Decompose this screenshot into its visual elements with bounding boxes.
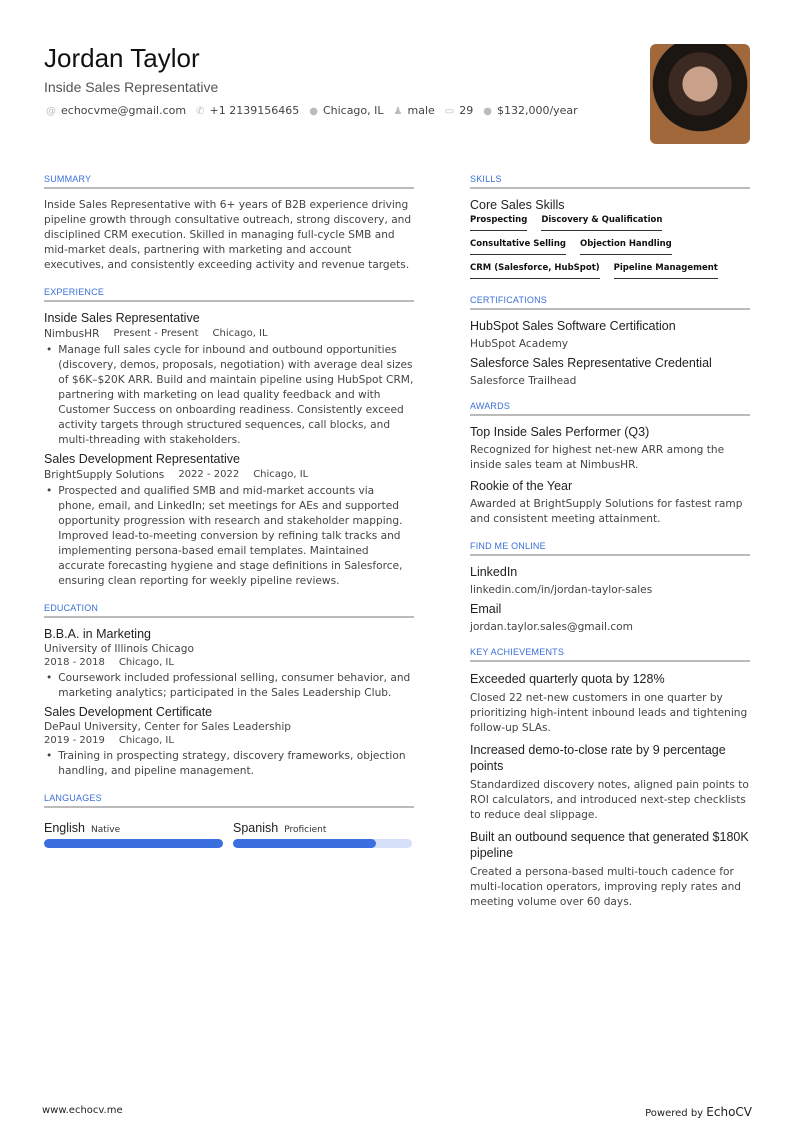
calendar-icon: ▭: [444, 106, 455, 117]
experience-item: [44, 311, 414, 448]
awards-section: [470, 401, 750, 527]
achievement-text: Created a persona-based multi-touch cadence for multi-location operators, improving reply rates and meeting volume over 60 days.: [470, 866, 742, 908]
school: University of Illinois Chicago: [44, 643, 194, 655]
money-icon: ●: [483, 106, 492, 117]
section-heading: EXPERIENCE: [44, 287, 414, 302]
online-link[interactable]: jordan.taylor.sales@gmail.com: [470, 621, 633, 633]
right-column: [470, 174, 750, 924]
candidate-title: Inside Sales Representative: [44, 79, 219, 95]
certifications-section: [470, 295, 750, 387]
section-heading: CERTIFICATIONS: [470, 295, 750, 310]
achievement-text: Standardized discovery notes, aligned pain points to ROI calculators, and introduced next-step checklists to reduce deal slippage.: [470, 779, 749, 821]
skill-group-title: Core Sales Skills: [470, 198, 565, 212]
skill-tag: Consultative Selling: [470, 239, 566, 255]
edu-meta: [44, 735, 414, 746]
achievement-text: Closed 22 net-new customers in one quarter by prioritizing high-intent inbound leads and tightening follow-up SLAs.: [470, 692, 748, 734]
contact-item: [46, 104, 186, 117]
job-role: Sales Development Representative: [44, 452, 240, 466]
bullet: [44, 671, 414, 701]
language-item: [44, 817, 223, 848]
award-name: Top Inside Sales Performer (Q3): [470, 425, 650, 439]
language-name: Spanish: [233, 821, 279, 835]
left-column: [44, 174, 414, 862]
degree: B.B.A. in Marketing: [44, 627, 151, 641]
bullet: [44, 749, 414, 779]
bullet-icon: •: [46, 750, 53, 762]
location: Chicago, IL: [212, 328, 268, 339]
bullet-text: Coursework included professional selling, consumer behavior, and marketing analytics; participated in the Sales Leadership Club.: [58, 672, 411, 699]
contact-text: 29: [459, 104, 474, 117]
contact-text: echocvme@gmail.com: [61, 104, 187, 117]
experience-section: [44, 287, 414, 589]
experience-item: [44, 452, 414, 589]
contact-text: male: [407, 104, 435, 117]
award-text: Recognized for highest net-new ARR among the inside sales team at NimbusHR.: [470, 444, 725, 471]
job-meta: [44, 328, 414, 340]
language-item: [233, 817, 412, 848]
contact-item: [196, 104, 299, 117]
contact-text: Chicago, IL: [322, 104, 384, 117]
languages-section: [44, 793, 414, 848]
school: DePaul University, Center for Sales Leadership: [44, 721, 292, 733]
education-section: [44, 603, 414, 779]
contact-item: [394, 104, 435, 117]
dates: 2019 - 2019: [44, 735, 105, 746]
achievement-title: Exceeded quarterly quota by 128%: [470, 672, 665, 686]
bullet: [44, 343, 414, 448]
online-label: LinkedIn: [470, 565, 518, 579]
location: Chicago, IL: [118, 735, 174, 746]
at-icon: @: [46, 106, 56, 117]
online-link[interactable]: linkedin.com/in/jordan-taylor-sales: [470, 584, 653, 596]
bullet-icon: •: [46, 485, 53, 497]
powered-by-label: Powered by: [645, 1108, 704, 1119]
award-name: Rookie of the Year: [470, 479, 573, 493]
candidate-name: Jordan Taylor: [44, 43, 200, 73]
contact-row: [46, 104, 578, 117]
bullet-text: Training in prospecting strategy, discovery frameworks, objection handling, and pipeline management.: [58, 750, 406, 777]
footer-site[interactable]: www.echocv.me: [42, 1105, 123, 1116]
location: Chicago, IL: [253, 469, 309, 480]
dates: Present - Present: [113, 328, 199, 339]
certification-name: Salesforce Sales Representative Credential: [470, 356, 712, 370]
dates: 2018 - 2018: [44, 657, 105, 668]
section-heading: SKILLS: [470, 174, 750, 189]
phone-icon: ✆: [196, 106, 205, 117]
skill-tag: Objection Handling: [580, 239, 672, 255]
skill-tag: CRM (Salesforce, HubSpot): [470, 263, 600, 279]
bullet-icon: •: [46, 672, 53, 684]
person-icon: ♟: [393, 106, 403, 117]
achievement-title: Increased demo-to-close rate by 9 percentage points: [470, 743, 726, 773]
language-bar: [233, 839, 412, 848]
achievements-section: [470, 647, 750, 910]
section-heading: KEY ACHIEVEMENTS: [470, 647, 750, 662]
education-item: [44, 705, 414, 779]
brand-logo: EchoCV: [706, 1105, 752, 1119]
contact-item: [483, 104, 577, 117]
language-bar: [44, 839, 223, 848]
job-role: Inside Sales Representative: [44, 311, 200, 325]
online-label: Email: [470, 602, 502, 616]
bullet-text: Manage full sales cycle for inbound and outbound opportunities (discovery, demos, proposals, negotiation) with average deal sizes of $6K–$20K ARR. Build and maintain pipeline using HubSpot CRM, partnering with marketing on lead quality feedback and with Customer Success on onboarding readiness. Consistently exceed activity targets through structured sequences, call blocks, and multi-threading with stakeholders.: [58, 344, 414, 446]
section-heading: AWARDS: [470, 401, 750, 416]
contact-text: +1 2139156465: [209, 104, 300, 117]
skill-tag: Pipeline Management: [614, 263, 718, 279]
section-heading: FIND ME ONLINE: [470, 541, 750, 556]
company: NimbusHR: [44, 328, 100, 340]
bullet-text: Prospected and qualified SMB and mid-market accounts via phone, email, and LinkedIn; set meetings for AEs and supported opportunity progression with research and stakeholder mapping. Improved lead-to-meeting conversion by refining talk tracks and implementing persona-based email templates. Maintained accurate forecasting hygiene and stage definitions in Salesforce, ensuring clean reporting for weekly pipeline reviews.: [58, 485, 403, 587]
edu-meta: [44, 657, 414, 668]
dates: 2022 - 2022: [178, 469, 240, 480]
skill-tag: Discovery & Qualification: [541, 215, 662, 231]
achievement-title: Built an outbound sequence that generated $180K pipeline: [470, 830, 749, 860]
language-bar-fill: [233, 839, 376, 848]
contact-item: [309, 104, 383, 117]
education-item: [44, 627, 414, 701]
summary-section: [44, 174, 414, 273]
certification-issuer: HubSpot Academy: [470, 338, 569, 350]
certification-issuer: Salesforce Trailhead: [470, 375, 577, 387]
online-section: [470, 541, 750, 633]
footer-powered: [645, 1105, 752, 1119]
section-heading: SUMMARY: [44, 174, 414, 189]
profile-photo: [650, 44, 750, 144]
bullet-icon: •: [46, 344, 53, 356]
section-heading: LANGUAGES: [44, 793, 414, 808]
language-level: Proficient: [284, 825, 327, 835]
skill-tag: Prospecting: [470, 215, 527, 231]
language-bar-fill: [44, 839, 223, 848]
company: BrightSupply Solutions: [44, 469, 165, 481]
contact-item: [445, 104, 473, 117]
skills-section: [470, 174, 750, 281]
bullet: [44, 484, 414, 589]
certification-name: HubSpot Sales Software Certification: [470, 319, 676, 333]
summary-text: Inside Sales Representative with 6+ years of B2B experience driving pipeline growth through consultative outreach, strong discovery, and disciplined CRM execution. Skilled in managing full-cycle SMB and mid-market deals, partnering with marketing and account executives, and consistently exceeding activity and revenue targets.: [44, 199, 412, 271]
location: Chicago, IL: [118, 657, 174, 668]
degree: Sales Development Certificate: [44, 705, 213, 719]
award-text: Awarded at BrightSupply Solutions for fastest ramp and consistent meeting attainment.: [470, 498, 743, 525]
section-heading: EDUCATION: [44, 603, 414, 618]
location-icon: ●: [309, 106, 318, 117]
language-name: English: [44, 821, 85, 835]
language-level: Native: [91, 825, 121, 835]
job-meta: [44, 469, 414, 481]
contact-text: $132,000/year: [496, 104, 578, 117]
